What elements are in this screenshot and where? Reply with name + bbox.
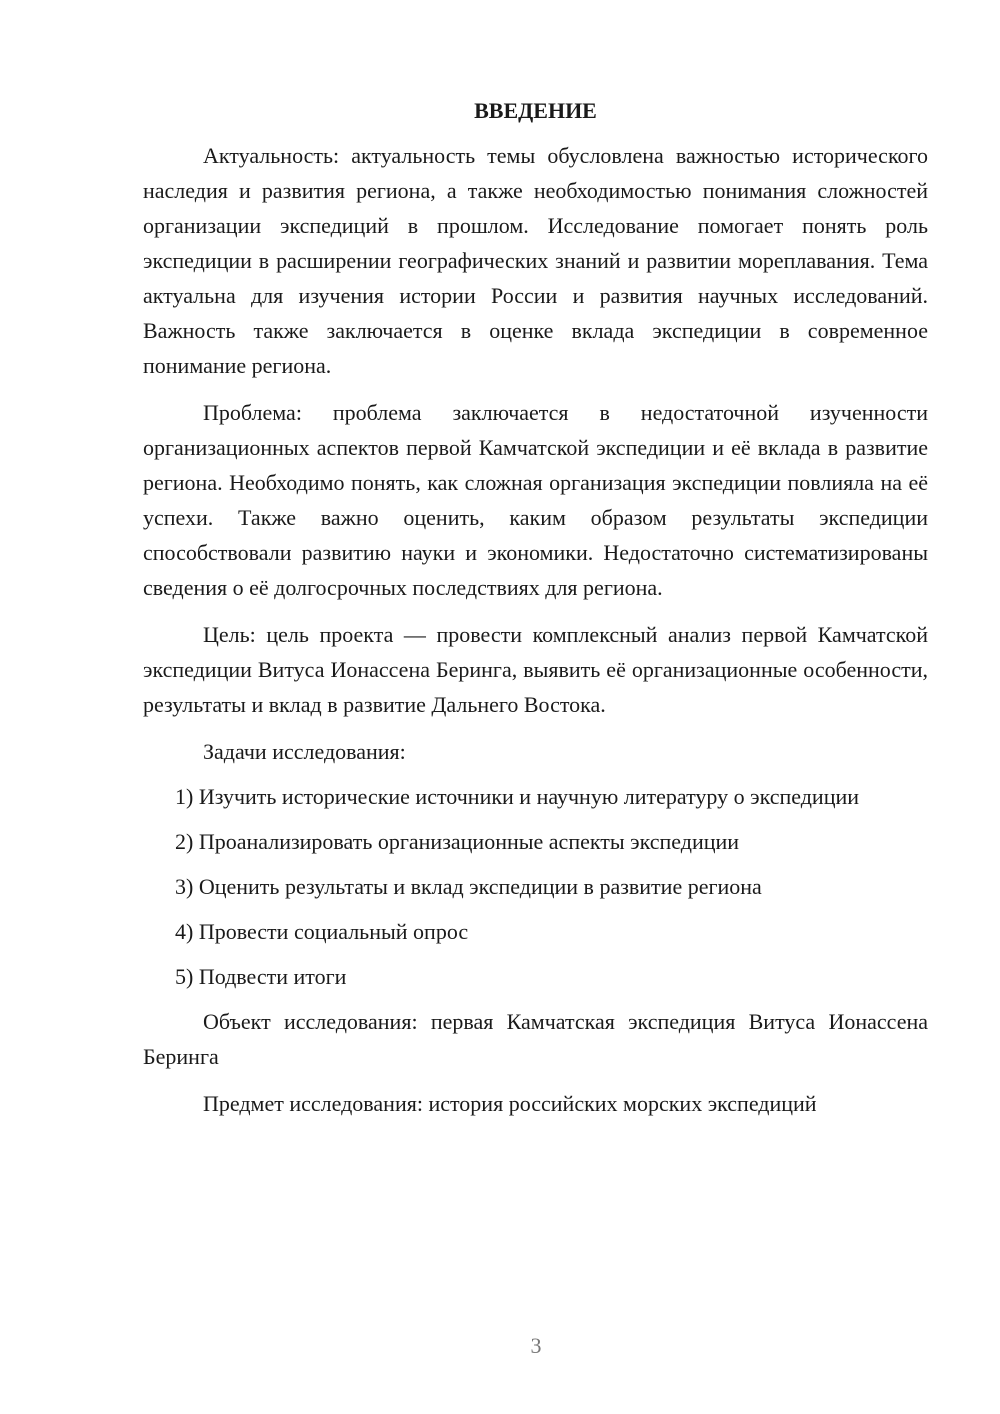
task-item-2: 2) Проанализировать организационные аспекты экспедиции [175, 829, 740, 854]
page-number: 3 [530, 1333, 542, 1358]
paragraph-subject: Предмет исследования: история российских морских экспедиций [203, 1091, 817, 1116]
paragraph-goal: Цель: цель проекта — провести комплексный анализ первой Камчатской экспедиции Витуса Ионассена Беринга, выявить её организационные особенности, результаты и вклад в развитие Дальнего Востока. [143, 622, 928, 717]
paragraph-problem: Проблема: проблема заключается в недостаточной изученности организационных аспектов первой Камчатской экспедиции и её вклада в развитие региона. Необходимо понять, как сложная организация экспедиции повлияла на её успехи. Также важно оценить, каким образом результаты экспедиции способствовали развитию науки и экономики. Недостаточно систематизированы сведения о её долгосрочных последствиях для региона. [143, 400, 928, 600]
task-item-5: 5) Подвести итоги [175, 964, 347, 989]
task-item-4: 4) Провести социальный опрос [175, 919, 469, 944]
paragraph-relevance: Актуальность: актуальность темы обусловлена важностью исторического наследия и развития региона, а также необходимостью понимания сложностей организации экспедиций в прошлом. Исследование помогает понять роль экспедиции в расширении географических знаний и развитии мореплавания. Тема актуальна для изучения истории России и развития научных исследований. Важность также заключается в оценке вклада экспедиции в современное понимание региона. [143, 143, 928, 378]
paragraph-object: Объект исследования: первая Камчатская экспедиция Витуса Ионассена Беринга [143, 1009, 928, 1069]
page-title: ВВЕДЕНИЕ [474, 98, 597, 123]
tasks-heading: Задачи исследования: [203, 739, 406, 764]
page-content [143, 96, 928, 1121]
task-item-3: 3) Оценить результаты и вклад экспедиции в развитие региона [175, 874, 762, 899]
task-item-1: 1) Изучить исторические источники и научную литературу о экспедиции [175, 784, 860, 809]
